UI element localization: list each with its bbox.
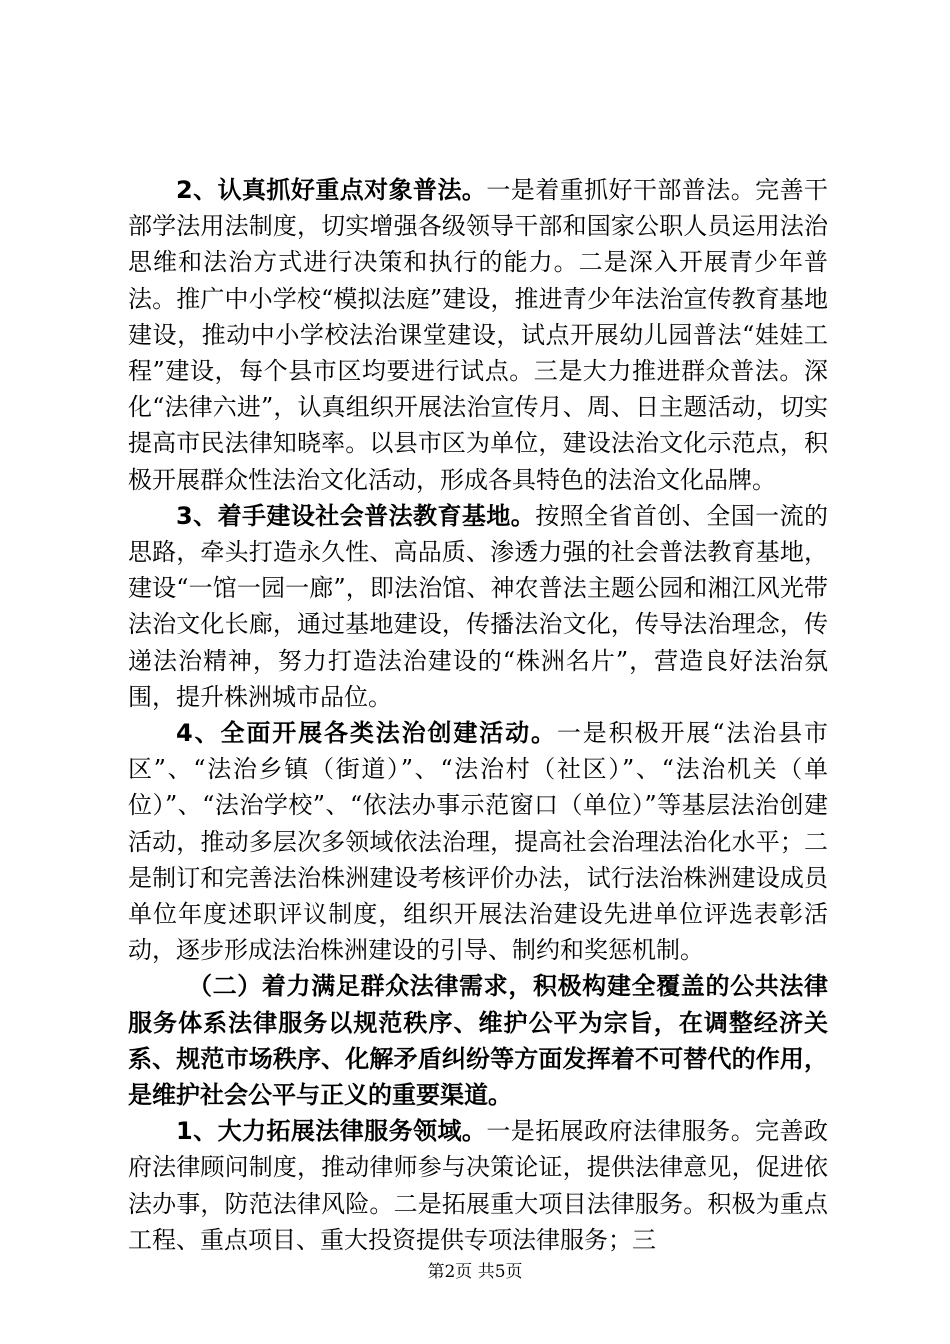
- paragraph-heading: 4、全面开展各类法治创建活动。: [176, 719, 557, 748]
- paragraph-2: [128, 498, 828, 715]
- paragraph-5: [128, 1113, 828, 1258]
- section-heading-text: （二）着力满足群众法律需求，积极构建全覆盖的公共法律服务体系法律服务以规范秩序、维护公平为宗旨，在调整经济关系、规范市场秩序、化解矛盾纠纷等方面发挥着不可替代的作用，是维护社会公平与正义的重要渠道。: [128, 972, 828, 1110]
- paragraph-heading: 2、认真抓好重点对象普法。: [176, 176, 487, 204]
- paragraph-text: 按照全省首创、全国一流的思路，牵头打造永久性、高品质、渗透力强的社会普法教育基地，建设“一馆一园一廊”，即法治馆、神农普法主题公园和湘江风光带法治文化长廊，通过基地建设，传播法治文化，传导法治理念，传递法治精神，努力打造法治建设的“株洲名片”，营造良好法治氛围，提升株洲城市品位。: [128, 501, 828, 711]
- section-heading-2: [128, 968, 828, 1113]
- paragraph-1: [128, 172, 828, 498]
- page-number-footer: 第2页 共5页: [427, 1262, 523, 1282]
- paragraph-text: 一是着重抓好干部普法。完善干部学法用法制度，切实增强各级领导干部和国家公职人员运用法治思维和法治方式进行决策和执行的能力。二是深入开展青少年普法。推广中小学校“模拟法庭”建设，推进青少年法治宣传教育基地建设，推动中小学校法治课堂建设，试点开展幼儿园普法“娃娃工程”建设，每个县市区均要进行试点。三是大力推进群众普法。深化“法律六进”，认真组织开展法治宣传月、周、日主题活动，切实提高市民法律知晓率。以县市区为单位，建设法治文化示范点，积极开展群众性法治文化活动，形成各具特色的法治文化品牌。: [128, 176, 829, 494]
- paragraph-3: [128, 715, 828, 968]
- paragraph-text: 一是积极开展“法治县市区”、“法治乡镇（街道）”、“法治村（社区）”、“法治机关（单位）”、“法治学校”、“依法办事示范窗口（单位）”等基层法治创建活动，推动多层次多领域依法治理，提高社会治理法治化水平；二是制订和完善法治株洲建设考核评价办法，试行法治株洲建设成员单位年度述职评议制度，组织开展法治建设先进单位评选表彰活动，逐步形成法治株洲建设的引导、制约和奖惩机制。: [128, 719, 828, 965]
- paragraph-text: 一是拓展政府法律服务。完善政府法律顾问制度，推动律师参与决策论证，提供法律意见，促进依法办事，防范法律风险。二是拓展重大项目法律服务。积极为重点工程、重点项目、重大投资提供专项法律服务；三: [128, 1117, 829, 1254]
- document-body: [128, 172, 828, 1258]
- paragraph-heading: 3、着手建设社会普法教育基地。: [176, 501, 536, 530]
- paragraph-heading: 1、大力拓展法律服务领域。: [176, 1117, 487, 1146]
